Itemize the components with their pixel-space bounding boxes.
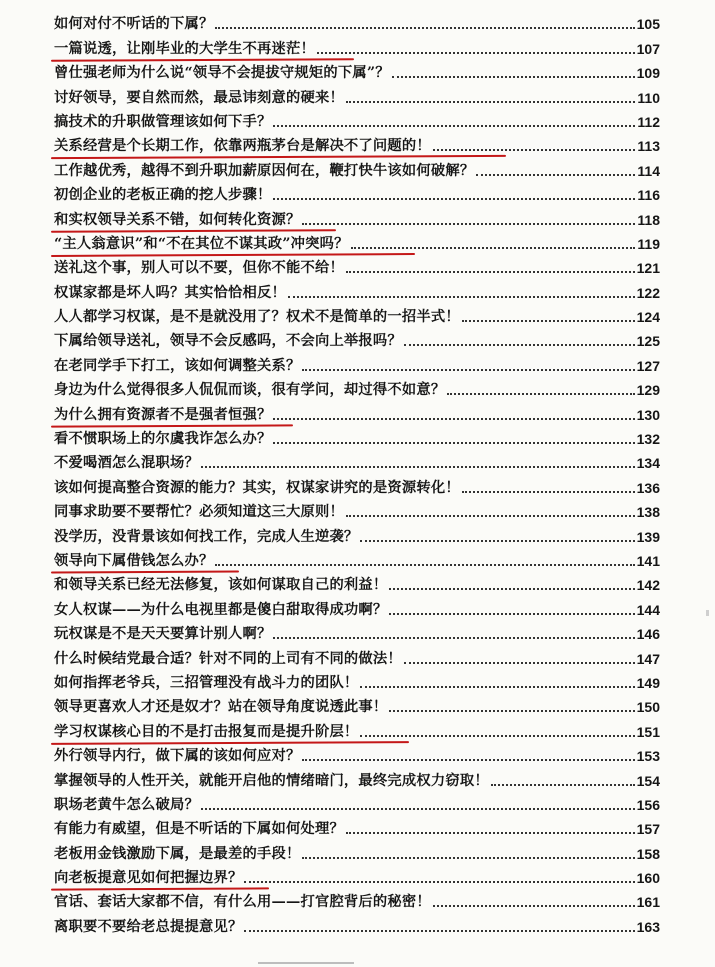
- toc-entry: [54, 376, 660, 400]
- toc-entry: [54, 791, 660, 815]
- toc-entry: [54, 303, 660, 327]
- toc-entry: [54, 327, 660, 351]
- toc-dot-leader: [273, 197, 635, 200]
- toc-entry: [54, 156, 660, 180]
- toc-dot-leader: [215, 26, 634, 29]
- toc-entry-title: 没学历，没背景该如何找工作，完成人生逆袭？: [54, 528, 359, 545]
- toc-entry-page-number: 136: [636, 479, 660, 496]
- toc-entry-title: “主人翁意识”和“不在其位不谋其政”冲突吗？: [54, 235, 349, 252]
- toc-entry: [54, 34, 660, 58]
- toc-entry-title: 工作越优秀，越得不到升职加薪原因何在，鞭打快牛该如何破解？: [54, 162, 475, 179]
- toc-entry-page-number: 161: [636, 894, 660, 911]
- toc-entry-title: 看不惯职场上的尔虞我诈怎么办？: [54, 431, 272, 448]
- toc-entry: [54, 132, 660, 156]
- toc-entry-title: 送礼这个事，别人可以不要，但你不能不给！: [54, 260, 344, 277]
- toc-entry-title: 领导更喜欢人才还是奴才？站在领导角度说透此事！: [54, 699, 388, 716]
- scan-speck: [706, 610, 709, 616]
- toc-dot-leader: [360, 539, 634, 542]
- toc-dot-leader: [462, 319, 635, 322]
- toc-entry-title: 有能力有威望，但是不听话的下属如何处理？: [54, 821, 344, 838]
- toc-entry-title: 外行领导内行，做下属的该如何应对？: [54, 748, 301, 765]
- toc-entry: [54, 669, 660, 693]
- toc-entry-title: 曾仕强老师为什么说“领导不会提拔守规矩的下属”？: [54, 65, 390, 82]
- toc-dot-leader: [491, 783, 635, 786]
- toc-entry-title: 不爱喝酒怎么混职场？: [54, 455, 199, 472]
- toc-entry-page-number: 160: [636, 870, 660, 887]
- toc-entry: [54, 888, 660, 912]
- toc-entry-title: 一篇说透，让刚毕业的大学生不再迷茫！: [54, 40, 315, 57]
- toc-entry: [54, 717, 660, 741]
- toc-entry-title: 向老板提意见如何把握边界？: [54, 870, 243, 887]
- toc-dot-leader: [346, 514, 635, 517]
- toc-dot-leader: [346, 831, 635, 834]
- toc-entry: [54, 230, 660, 254]
- toc-entry-title: 初创企业的老板正确的挖人步骤！: [54, 187, 272, 204]
- toc-entry: [54, 400, 660, 424]
- toc-entry-page-number: 149: [636, 674, 660, 691]
- toc-dot-leader: [447, 392, 634, 395]
- toc-entry: [54, 912, 660, 936]
- toc-entry-title: 和实权领导关系不错，如何转化资源？: [54, 211, 301, 228]
- toc-dot-leader: [462, 490, 635, 493]
- toc-dot-leader: [244, 880, 634, 883]
- toc-entry-title: 和领导关系已经无法修复，该如何谋取自己的利益！: [54, 577, 388, 594]
- toc-entry-page-number: 119: [637, 235, 660, 252]
- toc-entry-title: 为什么拥有资源者不是强者恒强？: [54, 406, 272, 423]
- toc-entry-page-number: 122: [636, 284, 660, 301]
- toc-entry: [54, 59, 660, 83]
- toc-entry: [54, 839, 660, 863]
- toc-entry: [54, 83, 660, 107]
- toc-entry-title: 人人都学习权谋，是不是就没用了？权术不是简单的一招半式！: [54, 309, 460, 326]
- table-of-contents: [54, 10, 660, 937]
- toc-entry: [54, 571, 660, 595]
- toc-entry-page-number: 112: [637, 113, 660, 130]
- toc-entry-page-number: 163: [636, 918, 660, 935]
- toc-entry: [54, 547, 660, 571]
- toc-entry: [54, 815, 660, 839]
- toc-dot-leader: [351, 246, 636, 249]
- toc-entry-title: 女人权谋——为什么电视里都是傻白甜取得成功啊？: [54, 601, 388, 618]
- toc-entry-page-number: 141: [636, 552, 660, 569]
- toc-entry-title: 权谋家都是坏人吗？其实恰恰相反！: [54, 284, 286, 301]
- toc-entry: [54, 181, 660, 205]
- toc-entry: [54, 205, 660, 229]
- toc-dot-leader: [346, 100, 635, 103]
- toc-entry-title: 领导向下属借钱怎么办？: [54, 552, 214, 569]
- toc-entry-page-number: 127: [636, 357, 660, 374]
- toc-entry-page-number: 146: [636, 626, 660, 643]
- toc-entry: [54, 644, 660, 668]
- toc-entry: [54, 254, 660, 278]
- toc-dot-leader: [273, 636, 634, 639]
- toc-dot-leader: [273, 417, 634, 420]
- toc-dot-leader: [317, 51, 635, 54]
- toc-dot-leader: [389, 709, 634, 712]
- toc-entry-title: 掌握领导的人性开关，就能开启他的情绪暗门，最终完成权力窃取！: [54, 772, 489, 789]
- toc-entry-page-number: 130: [636, 406, 660, 423]
- toc-dot-leader: [302, 368, 634, 371]
- toc-entry-page-number: 110: [637, 89, 660, 106]
- toc-entry-page-number: 118: [637, 211, 660, 228]
- toc-entry-page-number: 116: [637, 187, 660, 204]
- toc-entry-page-number: 151: [636, 723, 660, 740]
- toc-entry: [54, 742, 660, 766]
- toc-entry-page-number: 157: [636, 821, 660, 838]
- toc-dot-leader: [201, 465, 635, 468]
- toc-dot-leader: [244, 929, 634, 932]
- toc-dot-leader: [433, 148, 635, 151]
- toc-dot-leader: [360, 734, 634, 737]
- toc-entry-page-number: 150: [636, 699, 660, 716]
- toc-entry-page-number: 142: [636, 577, 660, 594]
- toc-entry-title: 玩权谋是不是天天要算计别人啊？: [54, 626, 272, 643]
- toc-entry-page-number: 105: [636, 16, 660, 33]
- toc-entry: [54, 351, 660, 375]
- toc-entry-page-number: 138: [636, 504, 660, 521]
- toc-entry: [54, 693, 660, 717]
- toc-entry: [54, 595, 660, 619]
- toc-entry: [54, 498, 660, 522]
- toc-entry-title: 同事求助要不要帮忙？必须知道这三大原则！: [54, 504, 344, 521]
- toc-dot-leader: [433, 904, 635, 907]
- toc-entry-title: 离职要不要给老总提提意见？: [54, 918, 243, 935]
- toc-entry-title: 下属给领导送礼，领导不会反感吗，不会向上举报吗？: [54, 333, 402, 350]
- toc-entry: [54, 425, 660, 449]
- toc-entry: [54, 864, 660, 888]
- toc-entry-page-number: 129: [636, 382, 660, 399]
- toc-dot-leader: [201, 807, 635, 810]
- toc-entry-title: 关系经营是个长期工作，依靠两瓶茅台是解决不了问题的！: [54, 138, 431, 155]
- toc-entry-title: 官话、套话大家都不信，有什么用——打官腔背后的秘密！: [54, 894, 431, 911]
- toc-entry: [54, 449, 660, 473]
- toc-entry-page-number: 109: [636, 65, 660, 82]
- toc-entry-page-number: 156: [636, 796, 660, 813]
- toc-entry-title: 如何指挥老爷兵，三招管理没有战斗力的团队！: [54, 674, 359, 691]
- toc-dot-leader: [302, 758, 634, 761]
- toc-dot-leader: [392, 75, 635, 78]
- toc-entry: [54, 473, 660, 497]
- toc-entry-page-number: 144: [636, 601, 660, 618]
- toc-entry-page-number: 125: [636, 333, 660, 350]
- toc-entry-page-number: 153: [636, 748, 660, 765]
- toc-entry-title: 学习权谋核心目的不是打击报复而是提升阶层！: [54, 723, 359, 740]
- toc-entry: [54, 766, 660, 790]
- toc-dot-leader: [404, 343, 635, 346]
- toc-entry: [54, 108, 660, 132]
- toc-dot-leader: [273, 441, 634, 444]
- toc-dot-leader: [389, 612, 634, 615]
- toc-dot-leader: [215, 563, 634, 566]
- toc-dot-leader: [389, 587, 634, 590]
- toc-dot-leader: [404, 661, 635, 664]
- toc-entry-title: 搞技术的升职做管理该如何下手？: [54, 113, 272, 130]
- toc-entry-title: 什么时候结党最合适？针对不同的上司有不同的做法！: [54, 650, 402, 667]
- toc-entry-page-number: 114: [637, 162, 660, 179]
- toc-entry-page-number: 134: [636, 455, 660, 472]
- toc-entry-title: 职场老黄牛怎么破局？: [54, 796, 199, 813]
- toc-entry-title: 讨好领导，要自然而然，最忌讳刻意的硬来！: [54, 89, 344, 106]
- toc-dot-leader: [476, 173, 635, 176]
- toc-entry-page-number: 124: [636, 309, 660, 326]
- toc-entry-page-number: 154: [636, 772, 660, 789]
- toc-dot-leader: [273, 124, 635, 127]
- toc-dot-leader: [288, 295, 635, 298]
- toc-entry-page-number: 121: [636, 260, 660, 277]
- toc-entry-title: 该如何提高整合资源的能力？其实，权谋家讲究的是资源转化！: [54, 479, 460, 496]
- bottom-edge-mark: [258, 962, 354, 964]
- toc-entry-page-number: 158: [636, 845, 660, 862]
- toc-dot-leader: [360, 685, 634, 688]
- toc-entry-page-number: 147: [636, 650, 660, 667]
- toc-entry-page-number: 107: [636, 40, 660, 57]
- toc-entry-title: 在老同学手下打工，该如何调整关系？: [54, 357, 301, 374]
- toc-entry-page-number: 139: [636, 528, 660, 545]
- toc-entry-page-number: 132: [636, 431, 660, 448]
- toc-dot-leader: [346, 270, 635, 273]
- toc-entry: [54, 522, 660, 546]
- toc-dot-leader: [302, 222, 635, 225]
- toc-entry-title: 身边为什么觉得很多人侃侃而谈，很有学问，却过得不如意？: [54, 382, 446, 399]
- toc-entry-title: 如何对付不听话的下属？: [54, 16, 214, 33]
- toc-entry: [54, 10, 660, 34]
- toc-entry-title: 老板用金钱激励下属，是最差的手段！: [54, 845, 301, 862]
- toc-entry-page-number: 113: [637, 138, 660, 155]
- toc-dot-leader: [302, 856, 634, 859]
- toc-entry: [54, 620, 660, 644]
- toc-entry: [54, 278, 660, 302]
